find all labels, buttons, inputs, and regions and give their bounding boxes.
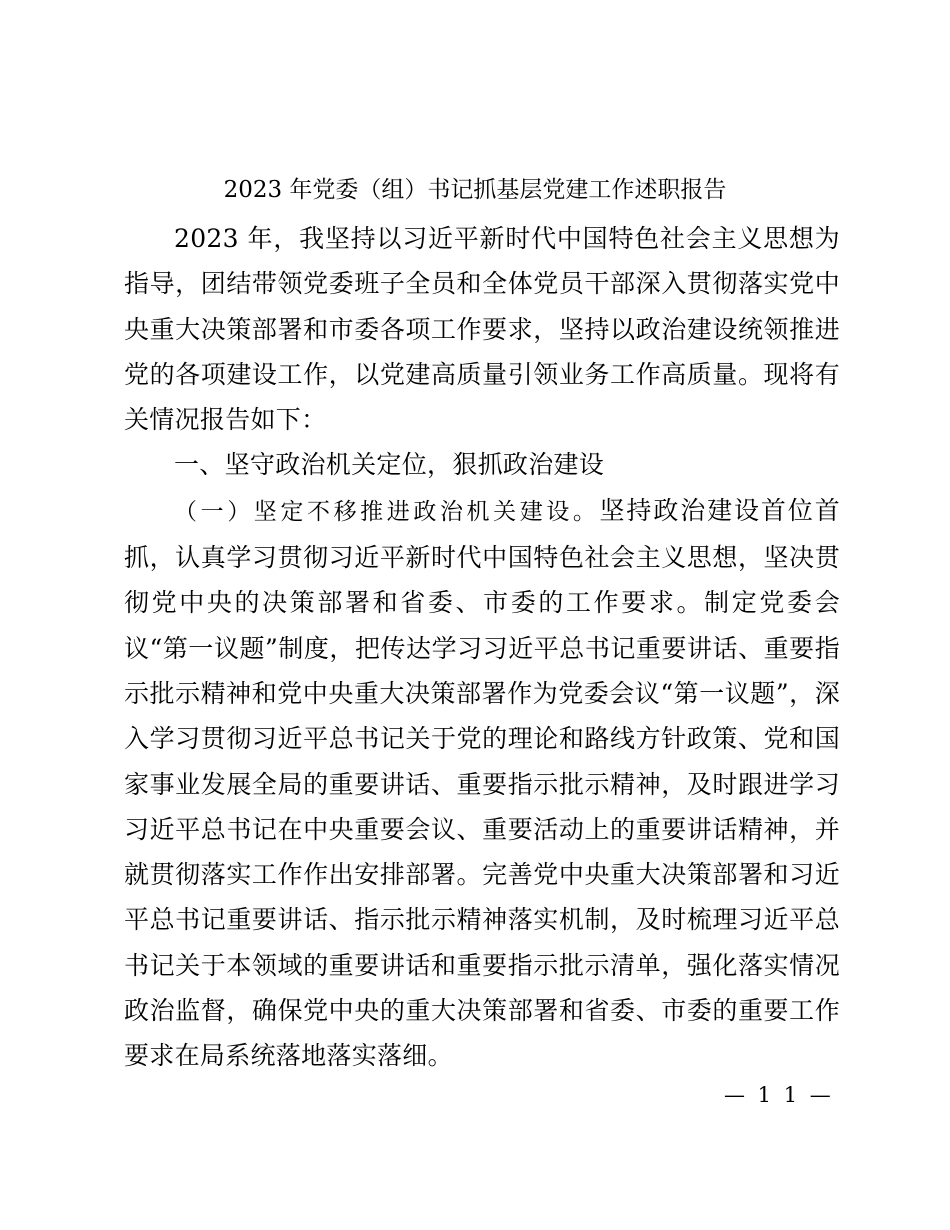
document-title: 2023 年党委（组）书记抓基层党建工作述职报告 [223,177,727,203]
page-number: — 1 1 — [724,1083,834,1107]
document-body [124,216,840,1079]
section-heading: 一、坚守政治机关定位，狠抓政治建设 [174,450,605,480]
intro-paragraph: 2023 年，我坚持以习近平新时代中国特色社会主义思想为指导，团结带领党委班子全员和全体党员干部深入贯彻落实党中央重大决策部署和市委各项工作要求，坚持以政治建设统领推进党的各项建设工作，以党建高质量引领业务工作高质量。现将有关情况报告如下： [124,224,840,435]
subsection-heading: （一）坚定不移推进政治机关建设。 [174,498,600,525]
subsection-paragraph [124,488,840,1079]
subsection-body: 坚持政治建设首位首抓，认真学习贯彻习近平新时代中国特色社会主义思想，坚决贯彻党中央的决策部署和省委、市委的工作要求。制定党委会议“第一议题”制度，把传达学习习近平总书记重要讲话、重要指示批示精神和党中央重大决策部署作为党委会议“第一议题”，深入学习贯彻习近平总书记关于党的理论和路线方针政策、党和国家事业发展全局的重要讲话、重要指示批示精神，及时跟进学习习近平总书记在中央重要会议、重要活动上的重要讲话精神，并就贯彻落实工作作出安排部署。完善党中央重大决策部署和习近平总书记重要讲话、指示批示精神落实机制，及时梳理习近平总书记关于本领域的重要讲话和重要指示批示清单，强化落实情况政治监督，确保党中央的重大决策部署和省委、市委的重要工作要求在局系统落地落实落细。 [124,495,840,1071]
